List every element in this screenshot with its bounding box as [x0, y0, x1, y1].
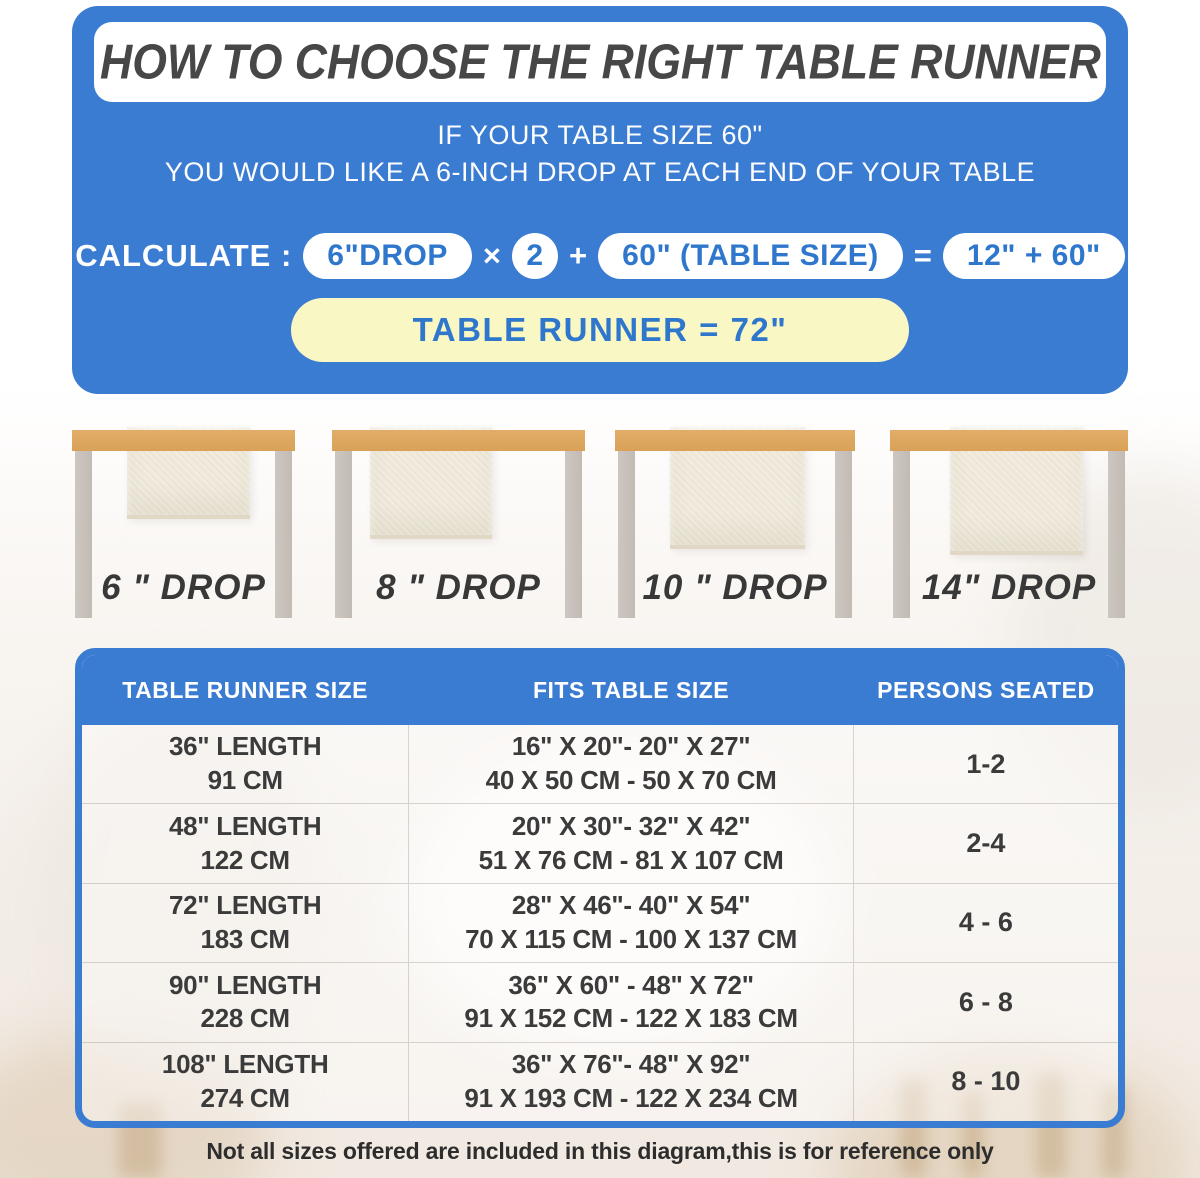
fits-table-size-cell: 16" X 20"- 20" X 27" 40 X 50 CM - 50 X 70 CM [408, 725, 853, 803]
column-header-fits-table-size: FITS TABLE SIZE [532, 676, 730, 703]
title-banner [94, 22, 1106, 102]
drop-label: 6 " DROP [101, 568, 266, 607]
result-pill: TABLE RUNNER = 72" [291, 298, 909, 362]
drop-label: 8 " DROP [376, 568, 541, 607]
column-header-runner-size: TABLE RUNNER SIZE [122, 676, 369, 703]
table-row [82, 1042, 1118, 1121]
calculation-row [72, 230, 1128, 282]
table-row [82, 883, 1118, 962]
tabletop [72, 430, 295, 451]
persons-seated-cell: 4 - 6 [958, 907, 1013, 938]
runner-size-cell: 90" LENGTH 228 CM [168, 969, 322, 1034]
persons-seated-cell: 1-2 [966, 748, 1006, 779]
runner-size-cell: 48" LENGTH 122 CM [168, 810, 322, 875]
table-size-pill: 60" (TABLE SIZE) [598, 233, 903, 279]
tabletop [332, 430, 585, 451]
fits-table-size-cell: 28" X 46"- 40" X 54" 70 X 115 CM - 100 X 137 CM [408, 884, 853, 962]
tabletop [890, 430, 1128, 451]
runner-size-cell: 72" LENGTH 183 CM [168, 890, 322, 955]
drop-label: 10 " DROP [642, 568, 828, 607]
column-header-persons-seated: PERSONS SEATED [877, 676, 1095, 703]
drop-value-pill: 6"DROP [303, 233, 472, 279]
table-row [82, 962, 1118, 1041]
fits-table-size-cell: 20" X 30"- 32" X 42" 51 X 76 CM - 81 X 107 CM [408, 804, 853, 882]
table-row [82, 803, 1118, 882]
table-figure [72, 430, 295, 622]
fits-table-size-cell: 36" X 76"- 48" X 92" 91 X 193 CM - 122 X 234 CM [408, 1043, 853, 1121]
subtitle-line2: YOU WOULD LIKE A 6-INCH DROP AT EACH END OF YOUR TABLE [164, 157, 1036, 187]
runner-size-cell: 36" LENGTH 91 CM [168, 731, 322, 796]
persons-seated-cell: 6 - 8 [958, 986, 1013, 1017]
calculate-label: CALCULATE : [75, 238, 293, 273]
table-figure [890, 430, 1128, 622]
tabletop [615, 430, 855, 451]
subtitle-line1: IF YOUR TABLE SIZE 60" [437, 120, 763, 150]
persons-seated-cell: 2-4 [966, 828, 1006, 859]
table-figure [332, 430, 585, 622]
header-panel [72, 6, 1128, 394]
size-chart-header [82, 655, 1118, 725]
fits-table-size-cell: 36" X 60" - 48" X 72" 91 X 152 CM - 122 X 183 CM [408, 963, 853, 1041]
sum-pill: 12" + 60" [943, 233, 1125, 279]
table-figure [615, 430, 855, 622]
multiplier-pill: 2 [512, 233, 558, 279]
persons-seated-cell: 8 - 10 [951, 1066, 1021, 1097]
times-operator: × [482, 238, 501, 273]
table-row [82, 725, 1118, 803]
page-title: HOW TO CHOOSE THE RIGHT TABLE RUNNER [99, 33, 1101, 90]
drop-label: 14" DROP [921, 568, 1097, 607]
runner-size-cell: 108" LENGTH 274 CM [161, 1049, 329, 1113]
size-chart [75, 648, 1125, 1128]
size-chart-body [82, 725, 1118, 1121]
equals-operator: = [913, 238, 932, 273]
footer-note: Not all sizes offered are included in this diagram,this is for reference only [206, 1138, 994, 1164]
plus-operator: + [568, 238, 588, 273]
